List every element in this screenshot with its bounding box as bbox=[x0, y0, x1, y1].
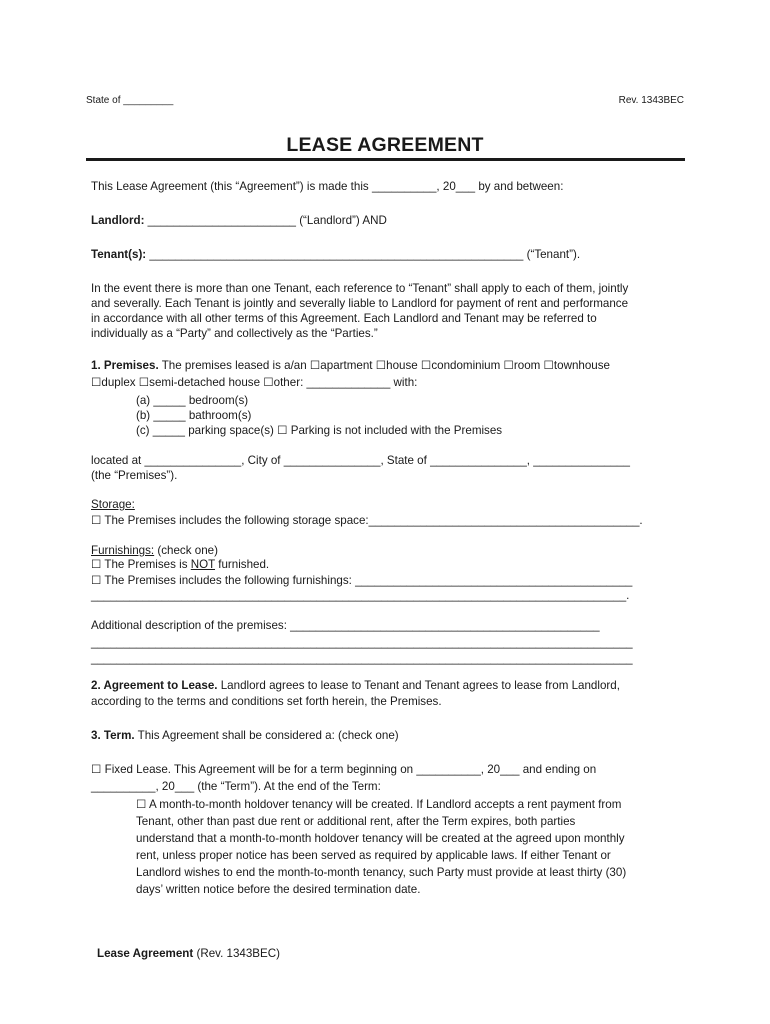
landlord-line bbox=[91, 213, 387, 228]
landlord-blank: _______________________ (“Landlord”) AND bbox=[144, 214, 387, 227]
additional-description-line-2: ____________________________________________________________________________________ bbox=[91, 636, 633, 649]
fixed-lease-line-1: ☐ Fixed Lease. This Agreement will be for a term beginning on __________, 20___ and ending on bbox=[91, 763, 597, 776]
premises-line-2: ☐duplex ☐semi-detached house ☐other: _____________ with: bbox=[91, 376, 418, 389]
furnishings-not-pre: ☐ The Premises is bbox=[91, 558, 191, 571]
fixed-lease-line-2: __________, 20___ (the “Term”). At the end of the Term: bbox=[91, 780, 381, 793]
state-line: State of _________ bbox=[86, 95, 174, 106]
storage-heading: Storage: bbox=[91, 498, 135, 511]
furnishings-heading: Furnishings: bbox=[91, 544, 155, 557]
premises-heading: 1. Premises. bbox=[91, 359, 159, 372]
additional-description-line-1: Additional description of the premises: ________________________________________________ bbox=[91, 619, 600, 632]
holdover-line-5: Landlord wishes to end the month-to-month tenancy, such Party must provide at least thirty (30) bbox=[136, 866, 627, 879]
footer-label: Lease Agreement bbox=[97, 947, 194, 960]
premises-location-line-1: located at _______________, City of _______________, State of _______________, _______________ bbox=[91, 454, 630, 467]
footer-revision: (Rev. 1343BEC) bbox=[193, 947, 281, 960]
agreement-text: Landlord agrees to lease to Tenant and Tenant agrees to lease from Landlord, bbox=[217, 679, 620, 692]
holdover-line-6: days’ written notice before the desired termination date. bbox=[136, 883, 421, 896]
page-title: LEASE AGREEMENT bbox=[286, 134, 484, 156]
landlord-label: Landlord: bbox=[91, 214, 145, 227]
multi-tenant-line-3: in accordance with all other terms of this Agreement. Each Landlord and Tenant may be referred to bbox=[91, 312, 597, 325]
furnishings-includes: ☐ The Premises includes the following furnishings: ___________________________________________ bbox=[91, 574, 633, 587]
tenant-blank: __________________________________________________________ (“Tenant”). bbox=[146, 248, 581, 261]
term-line bbox=[91, 728, 399, 743]
premises-item-bedrooms: (a) _____ bedroom(s) bbox=[136, 394, 249, 407]
term-heading: 3. Term. bbox=[91, 729, 135, 742]
agreement-line-1 bbox=[91, 678, 620, 693]
premises-type-options: The premises leased is a/an ☐apartment ☐house ☐condominium ☐room ☐townhouse bbox=[158, 359, 611, 372]
tenant-label: Tenant(s): bbox=[91, 248, 147, 261]
page-footer bbox=[97, 946, 280, 961]
furnishings-check-one: (check one) bbox=[154, 544, 218, 557]
premises-location-line-2: (the “Premises”). bbox=[91, 469, 178, 482]
title-rule bbox=[86, 158, 685, 161]
holdover-line-3: understand that a month-to-month holdover tenancy will be created at the agreed upon monthly bbox=[136, 832, 625, 845]
intro-line: This Lease Agreement (this “Agreement”) is made this __________, 20___ by and between: bbox=[91, 180, 564, 193]
revision-number: Rev. 1343BEC bbox=[618, 95, 684, 106]
multi-tenant-line-1: In the event there is more than one Tenant, each reference to “Tenant” shall apply to each of them, jointly bbox=[91, 282, 629, 295]
agreement-heading: 2. Agreement to Lease. bbox=[91, 679, 218, 692]
term-text: This Agreement shall be considered a: (check one) bbox=[134, 729, 399, 742]
premises-item-parking: (c) _____ parking space(s) ☐ Parking is not included with the Premises bbox=[136, 424, 503, 437]
premises-item-bathrooms: (b) _____ bathroom(s) bbox=[136, 409, 252, 422]
furnishings-not-furnished bbox=[91, 557, 269, 572]
multi-tenant-line-2: and severally. Each Tenant is jointly and severally liable to Landlord for payment of rent and performance bbox=[91, 297, 629, 310]
furnishings-blank-line: ___________________________________________________________________________________. bbox=[91, 589, 630, 602]
multi-tenant-line-4: individually as a “Party” and collectively as the “Parties.” bbox=[91, 327, 378, 340]
furnishings-heading-line bbox=[91, 543, 218, 558]
holdover-line-4: rent, unless proper notice has been served as required by applicable laws. If either Tenant or bbox=[136, 849, 611, 862]
premises-line-1 bbox=[91, 358, 610, 373]
holdover-line-1: ☐ A month-to-month holdover tenancy will be created. If Landlord accepts a rent payment from bbox=[136, 798, 622, 811]
agreement-line-2: according to the terms and conditions set forth herein, the Premises. bbox=[91, 695, 442, 708]
tenant-line bbox=[91, 247, 580, 262]
additional-description-line-3: ____________________________________________________________________________________ bbox=[91, 652, 633, 665]
storage-line: ☐ The Premises includes the following storage space:__________________________________________. bbox=[91, 514, 643, 527]
furnishings-not-word: NOT bbox=[190, 558, 216, 571]
furnishings-not-post: furnished. bbox=[215, 558, 270, 571]
holdover-line-2: Tenant, other than past due rent or additional rent, after the Term expires, both parties bbox=[136, 815, 576, 828]
